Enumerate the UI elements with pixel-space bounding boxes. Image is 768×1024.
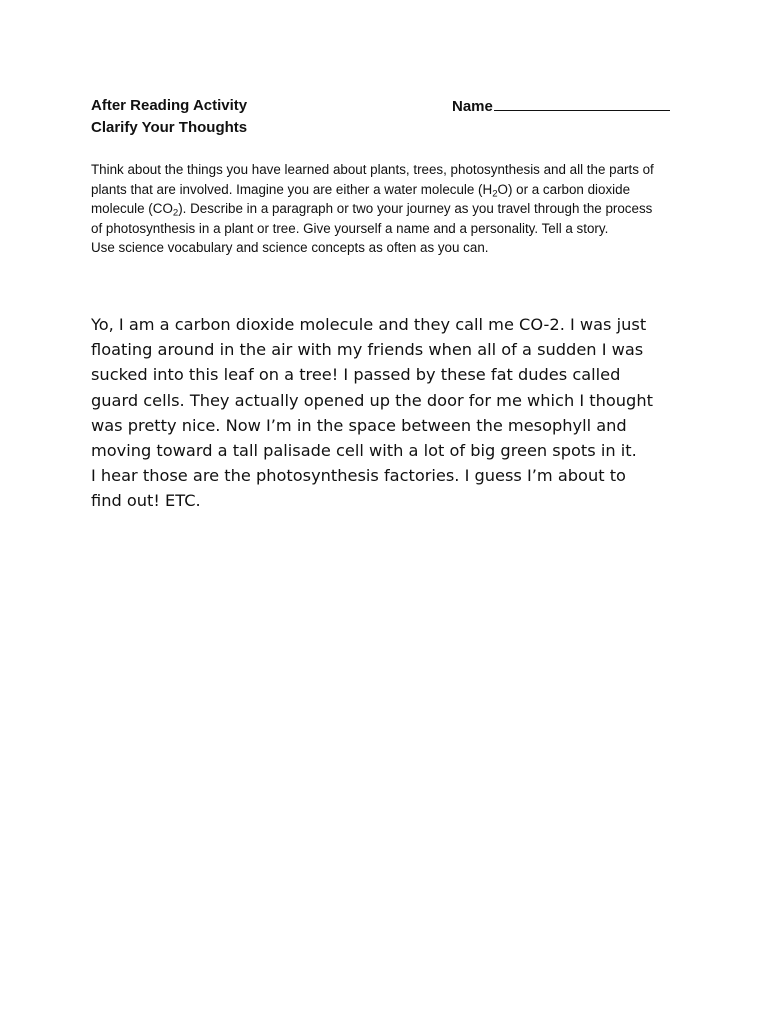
water-subscript: 2 [492,187,498,199]
instruction-line: Think about the things you have learned about plants, trees, photosynthesis and all the parts of [91,162,654,177]
instructions-paragraph [91,160,681,258]
name-label: Name [452,98,493,115]
activity-subtitle: Clarify Your Thoughts [91,119,248,136]
story-line: was pretty nice. Now I’m in the space between the mesophyll and [91,415,627,435]
story-line: floating around in the air with my friends when all of a sudden I was [91,340,644,360]
activity-title: After Reading Activity [91,97,248,114]
name-blank-line[interactable] [494,95,670,111]
story-line: I hear those are the photosynthesis factories. I guess I’m about to [91,466,626,486]
instruction-line: Use science vocabulary and science concepts as often as you can. [91,240,489,255]
story-line: Yo, I am a carbon dioxide molecule and they call me CO-2. I was just [91,315,647,334]
story-line: sucked into this leaf on a tree! I passed by these fat dudes called [91,365,621,385]
story-line: guard cells. They actually opened up the door for me which I thought [91,390,653,410]
instruction-line: of photosynthesis in a plant or tree. Give yourself a name and a personality. Tell a story. [91,220,609,236]
name-field[interactable] [452,95,670,118]
instruction-line: molecule $(CO_2)$. Describe in a paragraph or two your journey as you travel through the process [91,201,653,219]
co2-subscript: 2 [172,207,179,219]
story-line: moving toward a tall palisade cell with a lot of big green spots in it. [91,441,637,461]
story-line: find out! ETC. [91,491,201,511]
instruction-line: plants that are involved. Imagine you are either a water molecule $(H_2O)$ or a carbon dioxide [91,181,631,199]
student-story [91,312,691,514]
